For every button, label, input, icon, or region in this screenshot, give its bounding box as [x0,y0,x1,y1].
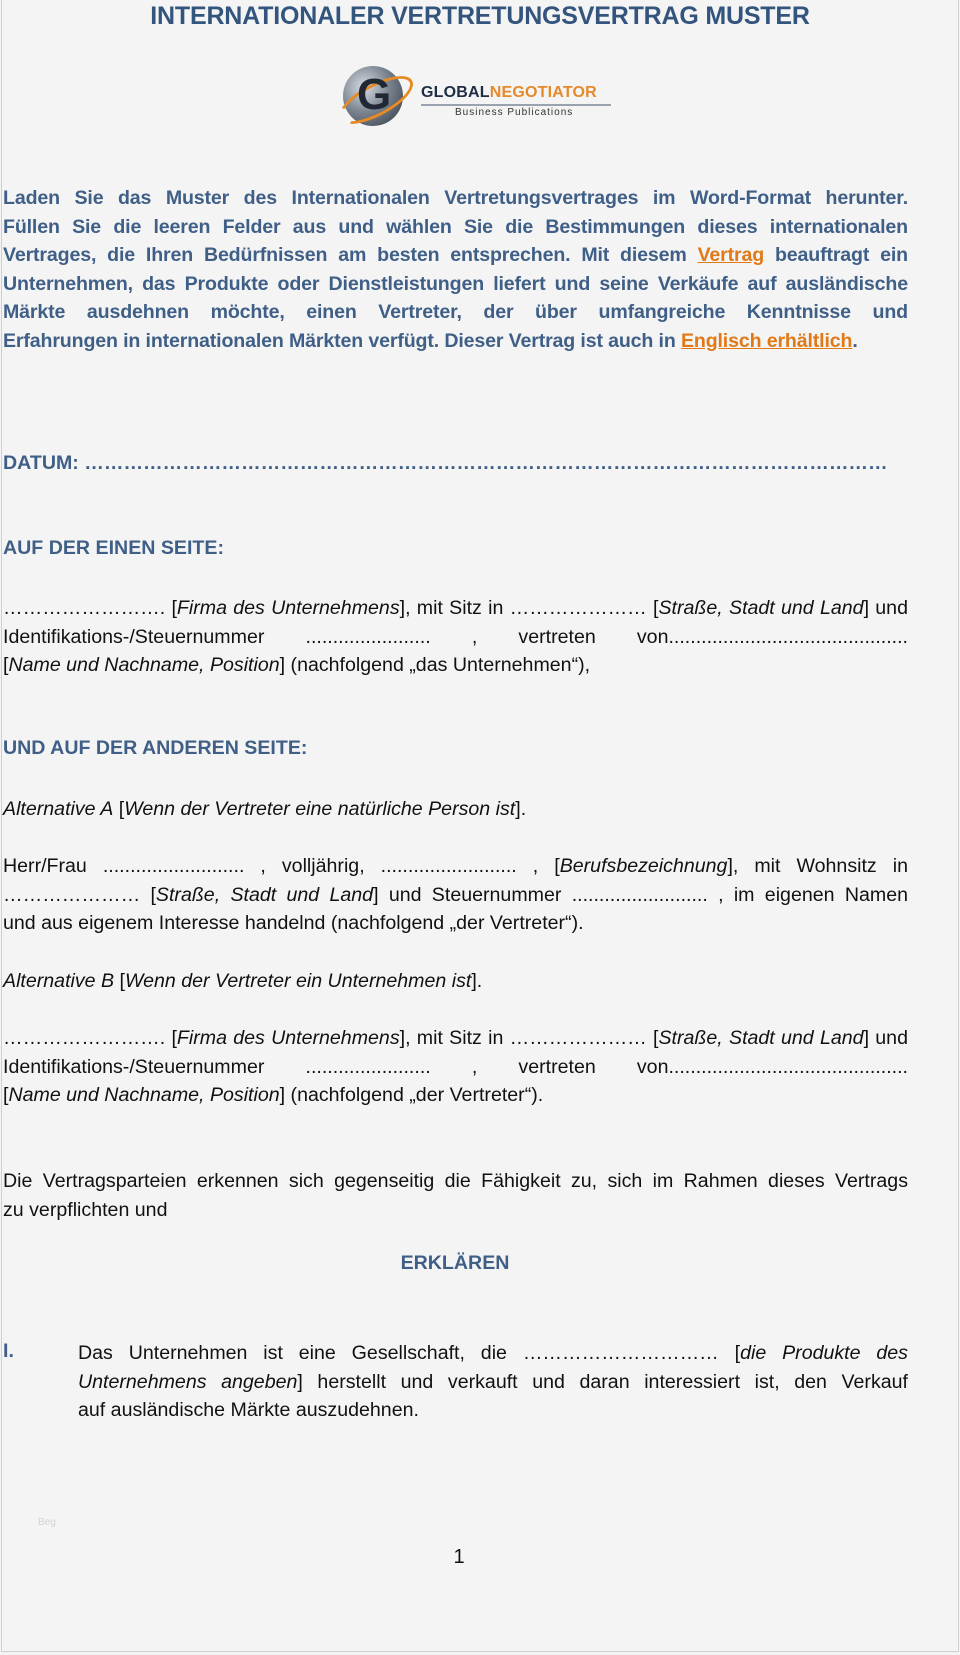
text-line [3,651,908,680]
text-line [3,1196,908,1225]
text-line [3,213,908,242]
link[interactable]: Englisch erhältlich [680,329,853,352]
text-line [3,1053,908,1082]
document-title: INTERNATIONALER VERTRETUNGSVERTRAG MUSTER [150,2,810,30]
text-line [3,881,908,910]
placeholder-text: Name und Nachname, Position [8,1084,280,1107]
alternative-b [3,967,908,996]
text-segment: ] (nachfolgend „der Vertreter“). [279,1084,544,1107]
text-segment: Füllen Sie die leeren Felder aus und wählen Sie die Bestimmungen dieses internationalen [3,215,908,238]
text-line [3,795,908,824]
placeholder-text: Wenn der Vertreter ein Unternehmen ist [124,970,472,992]
text-line [78,1339,908,1368]
alternative-a [3,795,908,824]
watermark: Beg [38,1517,56,1528]
heading-erklaeren: ERKLÄREN [400,1252,510,1274]
representative-company-paragraph [3,1024,908,1110]
text-line [3,298,908,327]
placeholder-text: Straße, Stadt und Land [658,1027,864,1049]
link[interactable]: Vertrag [697,244,765,267]
text-segment: [ [113,798,125,820]
text-segment: ] und [863,597,908,619]
text-line [3,594,908,623]
logo-subtitle: Business Publications [455,107,574,118]
text-segment: Die Vertragsparteien erkennen sich gegenseitig die Fähigkeit zu, sich im Rahmen dieses Vertrags [3,1170,908,1192]
text-segment: ] und [863,1027,908,1049]
text-segment: Das Unternehmen ist eine Gesellschaft, die ………………………… [ [78,1342,741,1364]
text-line [3,967,908,996]
text-segment: Unternehmen, das Produkte oder Dienstleistungen liefert und seine Verkäufe auf ausländische [3,272,908,295]
text-segment: . [852,329,858,352]
text-segment: Identifikations-/Steuernummer ....................... , vertreten von............................................ [3,1055,908,1078]
text-line [78,1368,908,1397]
logo-brand-negotiator: NEGOTIATOR [489,84,597,101]
clause-1-paragraph [78,1339,908,1425]
text-line [3,1167,908,1196]
logo-brand-global: GLOBAL [421,84,490,101]
text-line [3,241,908,270]
intro-paragraph [3,184,908,356]
globalnegotiator-logo [343,66,613,128]
text-line [3,852,908,881]
text-segment: zu verpflichten und [3,1198,168,1221]
heading-und-auf-der-anderen-seite: UND AUF DER ANDEREN SEITE: [3,737,308,759]
text-segment: ]. [471,970,483,992]
text-line [3,184,908,213]
text-segment: [ [3,1084,9,1107]
placeholder-text: Firma des Unternehmens [176,1027,400,1049]
placeholder-text: Straße, Stadt und Land [155,883,374,906]
text-segment: [ [3,654,9,677]
text-line [3,1024,908,1053]
recognition-paragraph [3,1167,908,1224]
text-segment: ] herstellt und verkauft und daran interessiert ist, den Verkauf [297,1370,908,1393]
text-segment: Vertrages, die Ihren Bedürfnissen am besten entsprechen. Mit diesem [3,244,698,267]
placeholder-text: Berufsbezeichnung [559,855,728,877]
text-segment: ……………………. [ [3,1027,177,1049]
placeholder-text: Alternative A [3,798,114,820]
placeholder-text: Name und Nachname, Position [8,654,280,677]
placeholder-text: Firma des Unternehmens [176,597,400,619]
clause-number: I. [3,1340,14,1362]
text-segment: Laden Sie das Muster des Internationalen Vertretungsvertrages im Word-Format herunter. [3,187,908,209]
text-segment: ………………… [ [3,883,156,906]
text-segment: Märkte ausdehnen möchte, einen Vertreter, der über umfangreiche Kenntnisse und [3,301,908,324]
logo-brand [421,84,597,102]
placeholder-text: Unternehmens angeben [78,1370,298,1393]
placeholder-text: die Produkte des [740,1342,908,1364]
text-segment: beauftragt ein [764,244,908,267]
text-segment: ], mit Sitz in ………………… [ [399,1027,659,1049]
page-number: 1 [453,1546,465,1568]
datum-field: DATUM: …………………………………………………………………………………………………………… [3,452,888,474]
text-segment: ], mit Wohnsitz in [727,855,908,877]
text-segment: ], mit Sitz in ………………… [ [399,597,659,619]
representative-person-paragraph [3,852,908,938]
text-line [78,1396,908,1425]
text-segment: auf ausländische Märkte auszudehnen. [78,1399,419,1422]
text-line [3,623,908,652]
text-segment: ……………………. [ [3,597,177,619]
placeholder-text: Alternative B [3,970,115,992]
heading-auf-der-einen-seite: AUF DER EINEN SEITE: [3,537,224,559]
text-segment: ] und Steuernummer ......................... , im eigenen Namen [373,883,908,906]
text-line [3,1081,908,1110]
text-line [3,909,908,938]
text-segment: und aus eigenem Interesse handelnd (nachfolgend „der Vertreter“). [3,912,584,935]
text-segment: Herr/Frau .......................... , volljährig, ......................... , [ [3,855,560,877]
text-segment: Identifikations-/Steuernummer ....................... , vertreten von............................................ [3,625,908,648]
party-company-paragraph [3,594,908,680]
logo-glyph: G [357,70,392,119]
text-line [3,270,908,299]
logo-divider [421,104,611,106]
text-segment: Erfahrungen in internationalen Märkten verfügt. Dieser Vertrag ist auch in [3,329,681,352]
text-line [3,327,908,356]
text-segment: ]. [515,798,527,820]
text-segment: [ [114,970,125,992]
placeholder-text: Wenn der Vertreter eine natürliche Person ist [124,798,516,820]
placeholder-text: Straße, Stadt und Land [658,597,864,619]
text-segment: ] (nachfolgend „das Unternehmen“), [279,654,591,677]
